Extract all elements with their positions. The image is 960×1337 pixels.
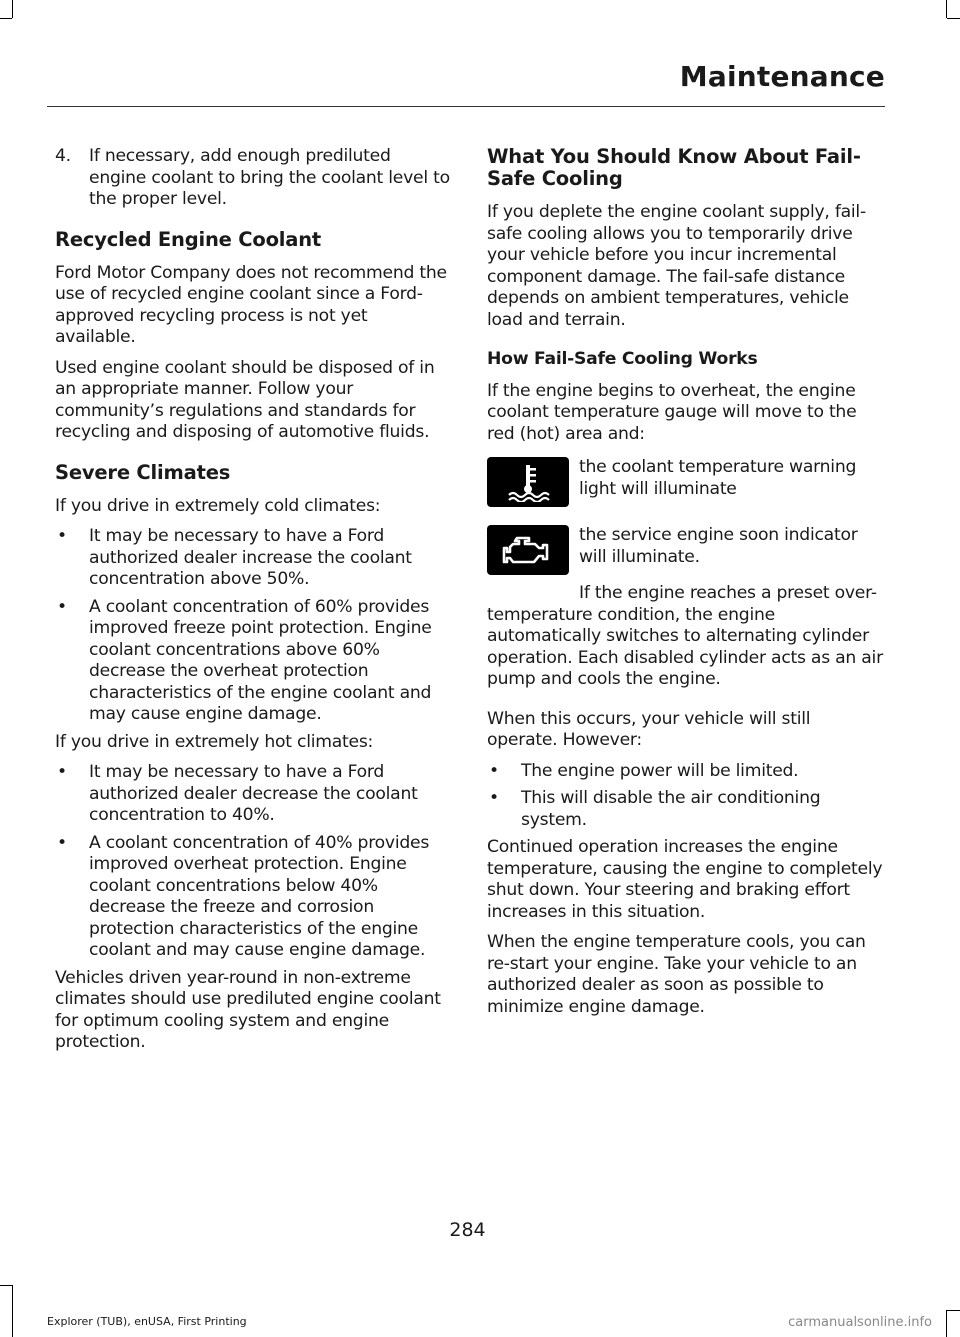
- list-item: [487, 788, 883, 831]
- engine-indicator-row: [487, 525, 883, 575]
- page-header-title: Maintenance: [679, 60, 885, 93]
- crop-mark: [946, 0, 947, 18]
- paragraph: Used engine coolant should be disposed of in an appropriate manner. Follow your community’s regulations and standards for recycling and disposing of automotive fluids.: [55, 357, 435, 442]
- bullet-marker: •: [57, 526, 67, 546]
- paragraph: If you drive in extremely hot climates:: [55, 731, 374, 752]
- step-item: [55, 146, 451, 211]
- list-item-text: It may be necessary to have a Ford authorized dealer decrease the coolant concentration to 40%.: [89, 762, 418, 825]
- paragraph: When the engine temperature cools, you can re-start your engine. Take your vehicle to an authorized dealer as soon as possible to minimize engine damage.: [487, 932, 866, 1017]
- list-item: [487, 761, 883, 783]
- check-engine-icon: [487, 525, 569, 575]
- bullet-marker: •: [57, 596, 67, 617]
- how-fail-safe-heading: How Fail-Safe Cooling Works: [487, 349, 758, 369]
- coolant-temperature-warning-icon: [487, 457, 569, 507]
- crop-mark: [12, 1285, 13, 1337]
- left-column: [55, 146, 451, 1063]
- paragraph: If you deplete the engine coolant supply, fail-safe cooling allows you to temporarily drive your vehicle before you incur incremental component damage. The fail-safe distance depends on ambient temperatures, vehicle load and terrain.: [487, 202, 866, 330]
- right-column: [487, 146, 883, 1027]
- crop-mark: [946, 1310, 947, 1337]
- step-number: 4.: [55, 146, 71, 166]
- page-number: 284: [449, 1219, 486, 1241]
- engine-indicator-text: the service engine soon indicator will illuminate.: [579, 525, 858, 567]
- bullet-marker: •: [489, 788, 499, 808]
- paragraph: Continued operation increases the engine temperature, causing the engine to completely shut down. Your steering and braking effort increases in this situation.: [487, 837, 883, 922]
- recycled-coolant-heading: Recycled Engine Coolant: [55, 227, 322, 251]
- watermark-text: carmanualsonline.info: [788, 1315, 932, 1330]
- crop-mark: [12, 0, 13, 18]
- list-item-text: This will disable the air conditioning system.: [521, 788, 821, 830]
- list-item: [55, 597, 451, 726]
- bullet-marker: •: [57, 762, 67, 782]
- paragraph: Ford Motor Company does not recommend the use of recycled engine coolant since a Ford-approved recycling process is not yet available.: [55, 262, 447, 347]
- paragraph: If the engine reaches a preset over-temperature condition, the engine automatically switches to alternating cylinder operation. Each disabled cylinder acts as an air pump and cools the engine.: [487, 583, 883, 689]
- paragraph: When this occurs, your vehicle will still operate. However:: [487, 708, 811, 750]
- bullet-marker: •: [57, 832, 67, 853]
- list-item-text: It may be necessary to have a Ford authorized dealer increase the coolant concentration above 50%.: [89, 526, 412, 589]
- list-item-text: A coolant concentration of 60% provides improved freeze point protection. Engine coolant concentrations above 60% decrease the overheat protection characteristics of the engine coolant and may cause engine damage.: [89, 596, 432, 724]
- paragraph: Vehicles driven year-round in non-extreme climates should use prediluted engine coolant for optimum cooling system and engine protection.: [55, 967, 441, 1052]
- list-item: [55, 526, 451, 591]
- bullet-marker: •: [489, 760, 499, 781]
- list-item-text: The engine power will be limited.: [521, 760, 799, 781]
- list-item-text: A coolant concentration of 40% provides improved overheat protection. Engine coolant concentrations below 40% decrease the freeze and corrosion protection characteristics of the engine coolant and may cause engine damage.: [89, 832, 430, 960]
- footer-text: Explorer (TUB), enUSA, First Printing: [47, 1315, 247, 1328]
- list-item: [55, 762, 451, 827]
- step-text: If necessary, add enough prediluted engine coolant to bring the coolant level to the proper level.: [89, 146, 450, 209]
- fail-safe-heading: What You Should Know About Fail-Safe Cooling: [487, 145, 861, 190]
- crop-mark: [947, 1310, 960, 1311]
- paragraph: If the engine begins to overheat, the engine coolant temperature gauge will move to the red (hot) area and:: [487, 380, 857, 444]
- crop-mark: [0, 1285, 12, 1286]
- crop-mark: [0, 18, 12, 19]
- coolant-warning-row: [487, 457, 883, 515]
- severe-climates-heading: Severe Climates: [55, 460, 231, 484]
- crop-mark: [947, 18, 960, 19]
- coolant-warning-text: the coolant temperature warning light will illuminate: [579, 457, 857, 499]
- header-divider: [47, 106, 885, 107]
- list-item: [55, 833, 451, 962]
- paragraph: If you drive in extremely cold climates:: [55, 495, 381, 516]
